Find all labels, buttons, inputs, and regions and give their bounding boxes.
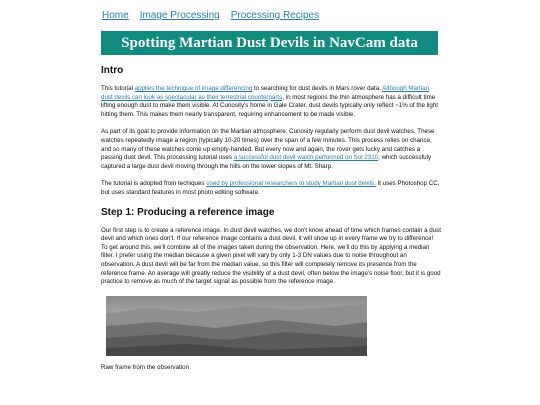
mars-landscape-image	[106, 296, 367, 356]
image-caption: Raw frame from the observation	[101, 363, 190, 371]
nav-image-processing-link[interactable]: Image Processing	[139, 10, 220, 21]
nav-home-link[interactable]: Home	[102, 10, 129, 21]
intro-heading: Intro	[101, 65, 124, 76]
dust-devils-spectacular-link[interactable]: Although Martian dust devils can look as spectacular as their terrestrial counterparts	[101, 85, 430, 101]
nav-processing-recipes-link[interactable]: Processing Recipes	[230, 10, 320, 21]
step1-heading: Step 1: Producing a reference image	[101, 206, 275, 218]
professional-researchers-link[interactable]: used by professional researchers to study Martian dust devils.	[206, 180, 376, 188]
top-nav	[102, 10, 330, 21]
sol-2310-link[interactable]: a successful dust devil watch performed on Sol 2310	[233, 154, 379, 162]
image-differencing-link[interactable]: applies the technique of image differencing	[134, 85, 253, 92]
raw-frame-image	[106, 296, 367, 356]
page-title: Spotting Martian Dust Devils in NavCam data	[121, 34, 418, 51]
page-title-banner	[101, 31, 438, 55]
intro-paragraph-2: As part of its goal to provide information on the Martian atmosphere, Curiosity regularly perform dust devil watches. These watches repeatedly image a region (typically 10-20 times) over the span of a few minutes. This process relies on chance, and so many of these watches come up empty-handed. But every now and again, the rover gets lucky and catches a passing dust devil. This processing tutorial uses a successful dust devil watch performed on Sol 2310, which successfuly captured a large dust devil moving through the hills on the lower slopes of Mt. Sharp.	[101, 128, 435, 170]
intro-paragraph-3: The tutorial is adopted from techiques used by professional researchers to study Martian dust devils. It uses Photoshop CC, but uses standard features in most photo editing software.	[101, 180, 440, 196]
step1-paragraph: Our first step is to create a reference image. In dust devil watches, we don't know ahead of time which frames contain a dust devil and which ones don't. If our reference image contains a dust devil, it will show up in every frame we try to difference! To get around this, we'll combine all of the images taken during the observation. Here, we'll do this by applying a median filter. I prefer using the median because a given pixel will vary by only 1-3 DN values due to noise throughout an observation. A dust devil will be far from the median value, so this filter will completely remove its presence from the reference frame. An average will greatly reduce the visibility of a dust devil, often below the image's noise floor, but it is good practice to remove as much of the target signal as possible from the reference image.	[101, 226, 441, 286]
article-content	[101, 60, 441, 372]
intro-paragraph-1: This tutorial applies the technique of image differencing to searching for dust devils in Mars rover data. Although Martian dust devils can look as spectacular as their terrestrial counterparts, in most regions the thin atmosphere has a difficult time lifting enough dust to make them visible. At Curiosity's home in Gale Crater, dust devils typically only reflect ~1% of the light hitting them. This makes them nearly transparent, requiring enhancement to be made visible.	[101, 85, 439, 118]
